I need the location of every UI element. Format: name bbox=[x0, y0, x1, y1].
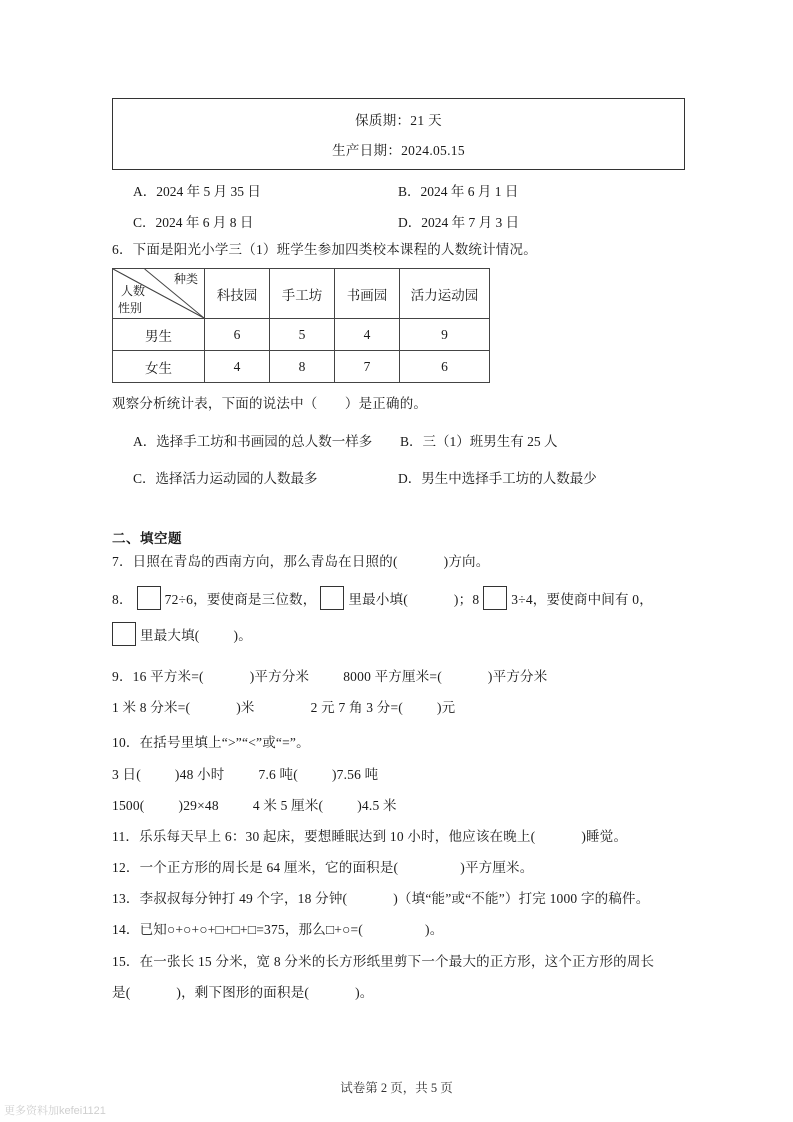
question6-option-b[interactable]: B．三（1）班男生有 25 人 bbox=[400, 434, 558, 449]
question8-line-2 bbox=[112, 622, 252, 646]
question7 bbox=[112, 552, 489, 572]
question10-stem: 10．在括号里填上“>”“<”或“=”。 bbox=[112, 735, 310, 750]
question5-option-b[interactable]: B．2024 年 6 月 1 日 bbox=[398, 184, 519, 199]
table-col-header-1: 手工坊 bbox=[270, 269, 335, 319]
question10-part-1a: 3 日( bbox=[112, 767, 141, 782]
table-header-row bbox=[113, 269, 490, 319]
question9-line-1 bbox=[112, 667, 547, 687]
table-corner-header-cell bbox=[113, 269, 205, 319]
course-participation-table bbox=[112, 268, 490, 383]
question8-text-3: )；8 bbox=[453, 592, 480, 607]
question8-text-5: 里最大填( bbox=[140, 628, 200, 643]
product-info-box bbox=[112, 98, 685, 170]
question5-option-d[interactable]: D．2024 年 7 月 3 日 bbox=[398, 215, 520, 230]
question10-part-1a-end: )48 小时 bbox=[174, 767, 225, 782]
question10-part-2a: 1500( bbox=[112, 798, 145, 813]
question12-prefix: 12．一个正方形的周长是 64 厘米，它的面积是( bbox=[112, 860, 399, 875]
table-col-header-0: 科技园 bbox=[205, 269, 270, 319]
question6-option-c[interactable]: C．选择活力运动园的人数最多 bbox=[133, 471, 318, 486]
question9-part-2b-end: )元 bbox=[436, 700, 456, 715]
question8-line-1 bbox=[112, 586, 653, 610]
question6-options-row-2 bbox=[0, 467, 793, 487]
question10-part-1b-end: )7.56 吨 bbox=[331, 767, 379, 782]
watermark-text: 更多资料加kefei1121 bbox=[4, 1105, 106, 1117]
question10-line-2 bbox=[112, 796, 397, 816]
question9-part-1b: 8000 平方厘米=( bbox=[343, 669, 442, 684]
header-label-kind: 种类 bbox=[173, 272, 198, 286]
question8-text-4: 3÷4，要使商中间有 0， bbox=[511, 592, 653, 607]
question8-text-6: )。 bbox=[233, 628, 252, 643]
question13 bbox=[112, 889, 649, 909]
question9-part-2b: 2 元 7 角 3 分=( bbox=[310, 700, 403, 715]
question15-part-mid: )，剩下图形的面积是( bbox=[176, 985, 310, 1000]
question9-part-2a: 1 米 8 分米=( bbox=[112, 700, 191, 715]
cell-male-2: 4 bbox=[335, 319, 400, 351]
question8-box-4[interactable] bbox=[112, 622, 136, 646]
question14-prefix: 14．已知○+○+○+□+□+□=375，那么□+○=( bbox=[112, 922, 363, 937]
section-heading-fill-blanks: 二、填空题 bbox=[112, 531, 182, 546]
question9-part-1a: 9．16 平方米=( bbox=[112, 669, 204, 684]
header-label-count: 人数 bbox=[121, 284, 146, 298]
question9-part-1a-end: )平方分米 bbox=[249, 669, 310, 684]
question15-part-end: )。 bbox=[355, 985, 374, 1000]
question10-part-2b-end: )4.5 米 bbox=[357, 798, 397, 813]
question13-prefix: 13．李叔叔每分钟打 49 个字，18 分钟( bbox=[112, 891, 348, 906]
question6-prompt: 观察分析统计表，下面的说法中（ ）是正确的。 bbox=[112, 396, 428, 411]
question5-options-row-2 bbox=[0, 211, 793, 231]
header-label-gender: 性别 bbox=[118, 301, 143, 315]
question8-number: 8． bbox=[112, 592, 133, 607]
question10-part-2a-end: )29×48 bbox=[178, 798, 219, 813]
question10-line-1 bbox=[112, 765, 378, 785]
table-col-header-2: 书画园 bbox=[335, 269, 400, 319]
shelf-life-text: 保质期：21 天 bbox=[355, 113, 442, 128]
table-row-label-male: 男生 bbox=[113, 319, 205, 351]
question8-box-2[interactable] bbox=[320, 586, 344, 610]
question11 bbox=[112, 827, 627, 847]
question7-prefix: 7．日照在青岛的西南方向，那么青岛在日照的( bbox=[112, 554, 398, 569]
question14 bbox=[112, 920, 443, 940]
question5-option-a[interactable]: A．2024 年 5 月 35 日 bbox=[133, 184, 261, 199]
question12-suffix: )平方厘米。 bbox=[460, 860, 534, 875]
question11-suffix: )睡觉。 bbox=[581, 829, 628, 844]
question10-part-2b: 4 米 5 厘米( bbox=[252, 798, 324, 813]
cell-male-3: 9 bbox=[400, 319, 490, 351]
question8-box-3[interactable] bbox=[483, 586, 507, 610]
page-footer: 试卷第 2 页，共 5 页 bbox=[340, 1081, 453, 1095]
table-row-label-female: 女生 bbox=[113, 351, 205, 383]
cell-male-0: 6 bbox=[205, 319, 270, 351]
cell-female-0: 4 bbox=[205, 351, 270, 383]
table-col-header-3: 活力运动园 bbox=[400, 269, 490, 319]
question8-text-1: 72÷6，要使商是三位数， bbox=[164, 592, 317, 607]
table-row bbox=[113, 351, 490, 383]
question8-text-2: 里最小填( bbox=[348, 592, 408, 607]
table-row bbox=[113, 319, 490, 351]
question5-options-row-1 bbox=[0, 180, 793, 200]
question9-part-1b-end: )平方分米 bbox=[487, 669, 548, 684]
question6-option-a[interactable]: A．选择手工坊和书画园的总人数一样多 bbox=[133, 434, 373, 449]
question6-option-d[interactable]: D．男生中选择手工坊的人数最少 bbox=[398, 471, 597, 486]
question12 bbox=[112, 858, 533, 878]
cell-female-3: 6 bbox=[400, 351, 490, 383]
question15-line-1: 15．在一张长 15 分米，宽 8 分米的长方形纸里剪下一个最大的正方形，这个正方形的周长 bbox=[112, 954, 655, 969]
question9-line-2 bbox=[112, 698, 455, 718]
question15-line-2 bbox=[112, 983, 374, 1003]
question10-part-1b: 7.6 吨( bbox=[258, 767, 298, 782]
cell-male-1: 5 bbox=[270, 319, 335, 351]
question6-options-row-1 bbox=[0, 430, 793, 450]
cell-female-1: 8 bbox=[270, 351, 335, 383]
cell-female-2: 7 bbox=[335, 351, 400, 383]
question7-suffix: )方向。 bbox=[443, 554, 490, 569]
question14-suffix: )。 bbox=[425, 922, 444, 937]
question15-part-a: 是( bbox=[112, 985, 131, 1000]
question5-option-c[interactable]: C．2024 年 6 月 8 日 bbox=[133, 215, 254, 230]
question13-suffix: )（填“能”或“不能”）打完 1000 字的稿件。 bbox=[393, 891, 650, 906]
production-date-text: 生产日期：2024.05.15 bbox=[332, 143, 465, 158]
question8-box-1[interactable] bbox=[137, 586, 161, 610]
question9-part-2a-end: )米 bbox=[236, 700, 255, 715]
question6-stem: 6．下面是阳光小学三（1）班学生参加四类校本课程的人数统计情况。 bbox=[112, 242, 537, 257]
question11-prefix: 11．乐乐每天早上 6：30 起床，要想睡眠达到 10 小时，他应该在晚上( bbox=[112, 829, 536, 844]
